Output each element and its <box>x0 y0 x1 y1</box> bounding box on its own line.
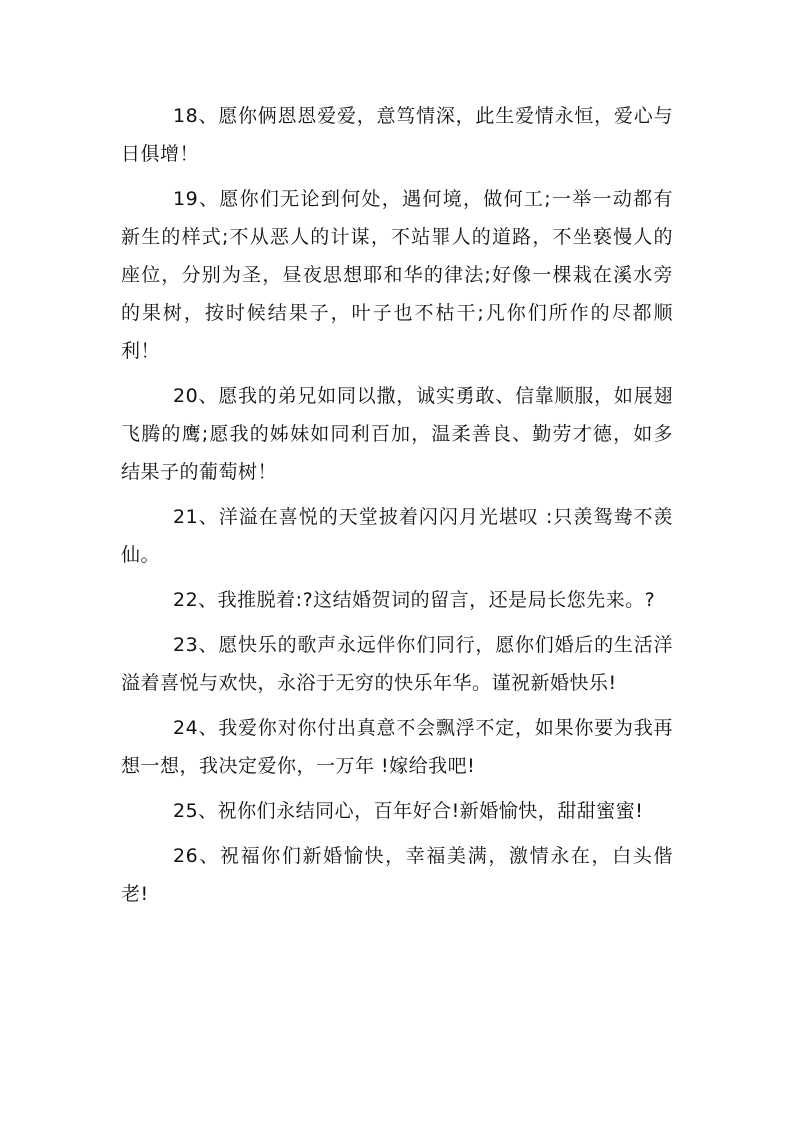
paragraph-19: 19、愿你们无论到何处，遇何境，做何工;一举一动都有新生的样式;不从恶人的计谋，不站罪人的道路，不坐亵慢人的座位，分别为圣，昼夜思想耶和华的律法;好像一棵栽在溪水旁的果树，按时候结果子，叶子也不枯干;凡你们所作的尽都顺利！ <box>121 188 673 362</box>
paragraph-23: 23、愿快乐的歌声永远伴你们同行，愿你们婚后的生活洋溢着喜悦与欢快，永浴于无穷的快乐年华。谨祝新婚快乐! <box>121 634 673 694</box>
paragraph-18: 18、愿你俩恩恩爱爱，意笃情深，此生爱情永恒，爱心与日俱增！ <box>121 105 673 165</box>
paragraph-24: 24、我爱你对你付出真意不会飘浮不定，如果你要为我再想一想，我决定爱你，一万年 !嫁给我吧! <box>121 717 673 777</box>
document-body <box>121 97 673 920</box>
paragraph-22: 22、我推脱着:?这结婚贺词的留言，还是局长您先来。? <box>173 589 656 611</box>
paragraph-26: 26、祝福你们新婚愉快，幸福美满，激情永在，白头偕老! <box>121 845 673 905</box>
paragraph-20: 20、愿我的弟兄如同以撒，诚实勇敢、信靠顺服，如展翅飞腾的鹰;愿我的姊妹如同利百加，温柔善良、勤劳才德，如多结果子的葡萄树！ <box>121 385 673 483</box>
paragraph-25: 25、祝你们永结同心，百年好合!新婚愉快，甜甜蜜蜜! <box>173 800 644 822</box>
paragraph-21: 21、洋溢在喜悦的天堂披着闪闪月光堪叹 :只羡鸳鸯不羡仙。 <box>121 506 673 566</box>
